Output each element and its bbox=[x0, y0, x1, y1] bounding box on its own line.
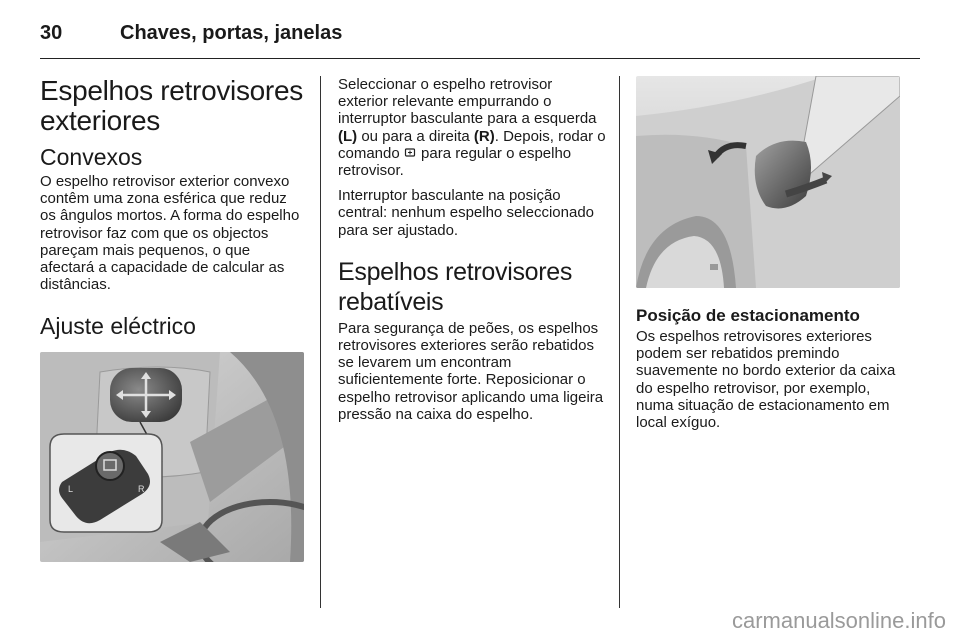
folding-mirror-illustration bbox=[636, 76, 900, 288]
key-left: (L) bbox=[338, 127, 358, 145]
section-title-exterior-mirrors: Espelhos retrovisores exteriores bbox=[40, 75, 303, 136]
section-title-folding-mirrors: Espelhos retrovisores rebatíveis bbox=[338, 257, 573, 316]
column-left bbox=[40, 76, 306, 339]
svg-text:R: R bbox=[138, 484, 145, 494]
header-divider bbox=[40, 58, 920, 59]
paragraph-parking: Os espelhos retrovisores exteriores podem ser rebatidos premindo suavemente no bordo exterior da caixa do espelho retrovisor, por exemplo, numa situação de estacionamento em local exíguo. bbox=[636, 328, 896, 432]
chapter-title: Chaves, portas, janelas bbox=[120, 22, 343, 44]
paragraph-convex: O espelho retrovisor exterior convexo contêm uma zona esférica que reduz os ângulos mortos. A forma do espelho retrovisor faz com que os objectos pareçam mais pequenos, o que afectará a capacidade de calcular as distâncias. bbox=[40, 173, 300, 294]
column-divider-2 bbox=[619, 76, 620, 608]
paragraph-select-mirror: Seleccionar o espelho retrovisor exterior relevante empurrando o interruptor basculante para a esquerda (L) ou para a direita (R). Depois, rodar o comando para regular o espelho retrovisor. bbox=[338, 76, 606, 180]
subsection-convex: Convexos bbox=[40, 144, 143, 170]
mirror-switch-illustration bbox=[40, 352, 304, 562]
mirror-adjust-icon bbox=[404, 146, 417, 159]
watermark: carmanualsonline.info bbox=[731, 608, 946, 633]
column-right bbox=[636, 306, 904, 431]
paragraph-folding: Para segurança de peões, os espelhos retrovisores exteriores serão rebatidos se levarem um encontram suficientemente forte. Reposicionar o espelho retrovisor aplicando uma ligeira pressão na caixa do espelho. bbox=[338, 319, 604, 423]
column-divider-1 bbox=[320, 76, 321, 608]
paragraph-center-position: Interruptor basculante na posição central: nenhum espelho seleccionado para ser ajustado. bbox=[338, 187, 595, 239]
svg-text:L: L bbox=[68, 484, 74, 494]
subsection-electric-adjust: Ajuste eléctrico bbox=[40, 313, 196, 340]
page-header bbox=[40, 18, 920, 58]
page-number: 30 bbox=[40, 22, 63, 44]
key-right: (R) bbox=[473, 127, 495, 145]
subsection-parking-position: Posição de estacionamento bbox=[636, 306, 860, 325]
column-middle bbox=[338, 76, 606, 423]
